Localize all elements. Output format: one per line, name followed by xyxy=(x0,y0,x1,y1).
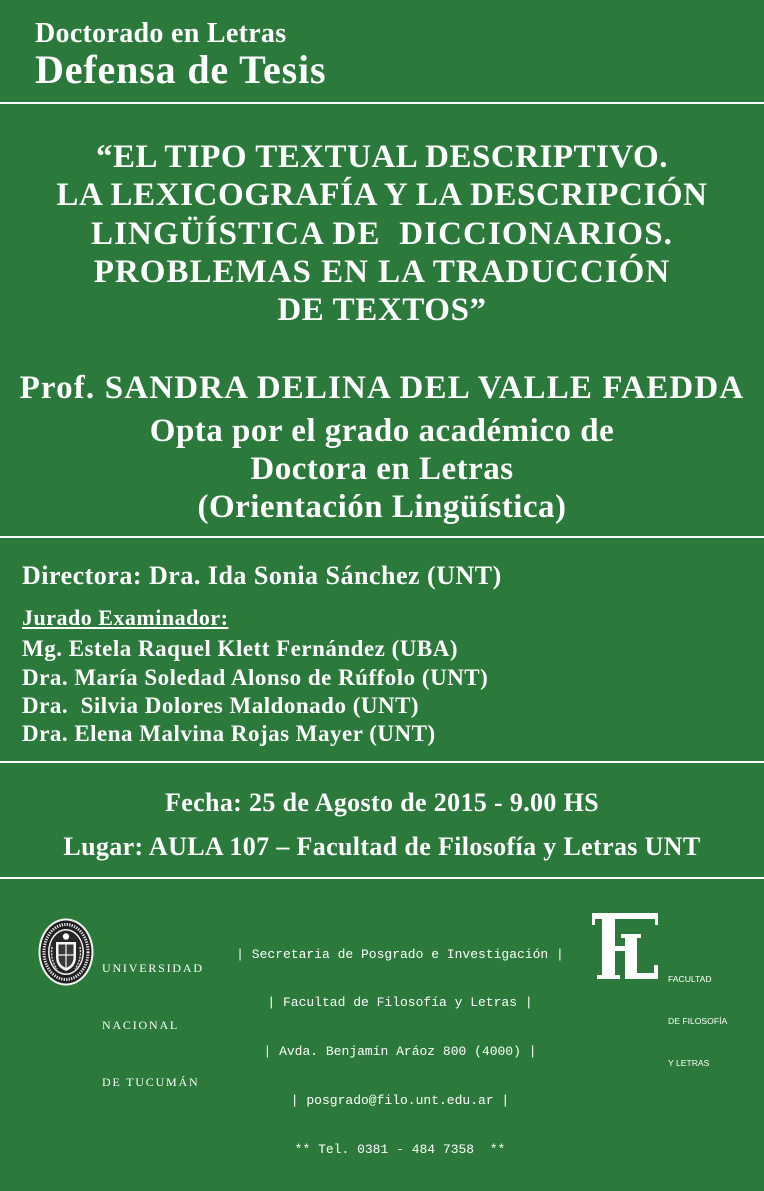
faculty-name-line: Y LETRAS xyxy=(668,1058,710,1068)
faculty-name-line: FACULTAD xyxy=(668,974,712,984)
thesis-title-line: LA LEXICOGRAFÍA Y LA DESCRIPCIÓN xyxy=(56,177,708,213)
contact-line: | Avda. Benjamín Aráoz 800 (4000) | xyxy=(263,1044,537,1060)
thesis-section xyxy=(0,104,764,536)
jury-member: Dra. María Soledad Alonso de Rúffolo (UNT) xyxy=(22,665,489,690)
jury-member: Mg. Estela Raquel Klett Fernández (UBA) xyxy=(22,636,458,661)
program-name: Doctorado en Letras xyxy=(35,18,287,49)
faculty-name xyxy=(668,944,727,1098)
contact-email: | posgrado@filo.unt.edu.ar | xyxy=(290,1093,510,1109)
thesis-title-line: “EL TIPO TEXTUAL DESCRIPTIVO. xyxy=(96,139,668,175)
thesis-title-line: LINGÜÍSTICA DE DICCIONARIOS. xyxy=(90,216,674,252)
faculty-monogram-icon xyxy=(588,908,662,984)
degree-line: (Orientación Lingüística) xyxy=(197,489,567,525)
university-name-line: DE TUCUMÁN xyxy=(102,1074,200,1089)
university-name xyxy=(102,921,204,1130)
header-section xyxy=(0,0,764,102)
university-name-line: NACIONAL xyxy=(102,1017,180,1032)
faculty-name-line: DE FILOSOFÍA xyxy=(668,1016,728,1026)
contact-phone: ** Tel. 0381 - 484 7358 ** xyxy=(294,1142,506,1158)
jury-member: Dra. Silvia Dolores Maldonado (UNT) xyxy=(22,693,420,718)
university-name-line: UNIVERSIDAD xyxy=(102,960,204,975)
contact-line: | Facultad de Filosofía y Letras | xyxy=(267,995,533,1011)
degree-line: Doctora en Letras xyxy=(250,451,514,487)
footer-section xyxy=(0,879,764,1158)
event-date: Fecha: 25 de Agosto de 2015 - 9.00 HS xyxy=(165,788,599,817)
university-seal-icon xyxy=(37,917,95,987)
thesis-title-line: PROBLEMAS EN LA TRADUCCIÓN xyxy=(93,254,671,290)
contact-block xyxy=(200,914,600,1191)
contact-line: | Secretaria de Posgrado e Investigación | xyxy=(236,946,564,962)
committee-section xyxy=(0,538,764,761)
event-place: Lugar: AULA 107 – Facultad de Filosofía y Letras UNT xyxy=(63,832,701,861)
jury-member: Dra. Elena Malvina Rojas Mayer (UNT) xyxy=(22,721,436,746)
thesis-title-line: DE TEXTOS” xyxy=(277,292,487,328)
jury-heading: Jurado Examinador: xyxy=(22,605,229,630)
candidate-name: Prof. SANDRA DELINA DEL VALLE FAEDDA xyxy=(19,370,745,406)
event-details-section xyxy=(0,763,764,877)
degree-line: Opta por el grado académico de xyxy=(149,413,615,449)
thesis-director: Directora: Dra. Ida Sonia Sánchez (UNT) xyxy=(22,561,502,590)
event-title: Defensa de Tesis xyxy=(35,47,327,92)
